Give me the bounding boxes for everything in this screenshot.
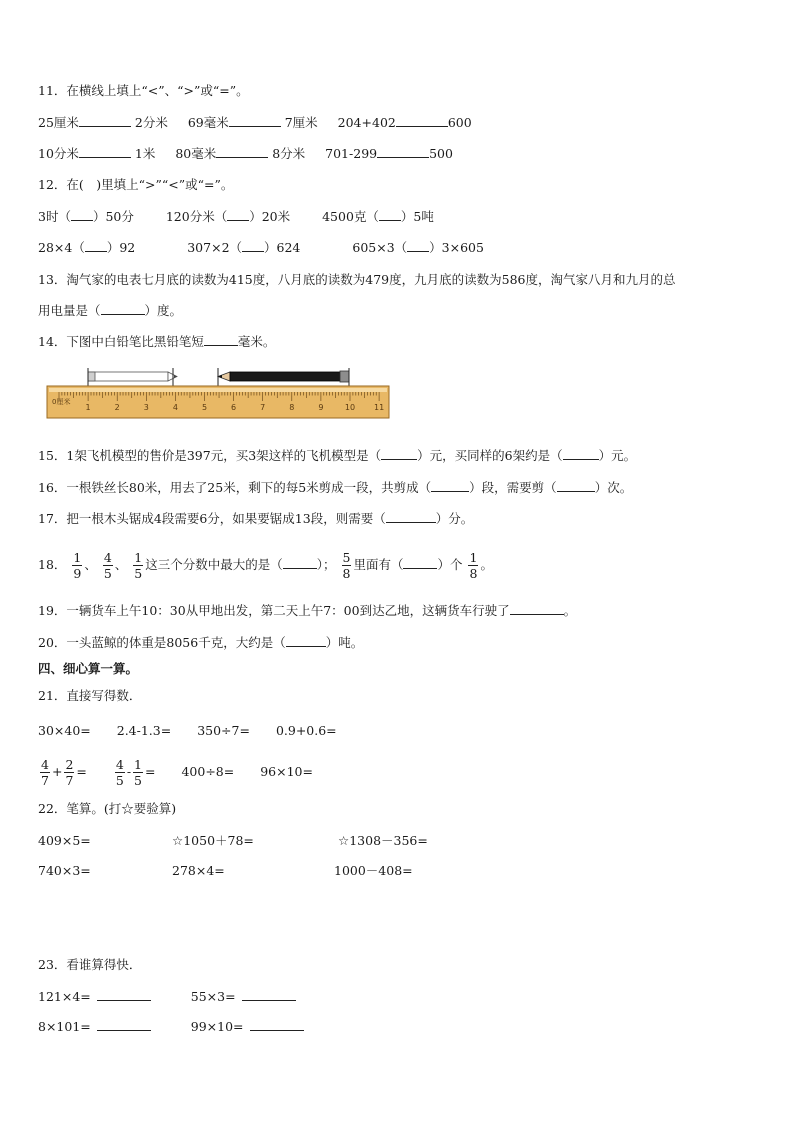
ruler-unit-label: 0厘米 bbox=[52, 398, 71, 406]
fraction: $\frac{2}{7}$ bbox=[65, 757, 74, 788]
answer-blank[interactable] bbox=[407, 239, 429, 252]
black-pencil bbox=[218, 371, 349, 382]
q21-row2: $\frac{4}{7}$ + $\frac{2}{7}$ = $\frac{4}{5}$ - $\frac{1}{5}$ = 400÷8= 96×10= bbox=[41, 757, 313, 788]
section-heading: 四、细心算一算。 bbox=[38, 661, 139, 676]
q13-line1: 13．淘气家的电表七月底的读数为415度，八月底的读数为479度，九月底的读数为586度，淘气家八月和九月的总 bbox=[38, 272, 676, 287]
answer-blank[interactable] bbox=[250, 1018, 304, 1031]
q11-row1: 25厘米 2分米 69毫米 7厘米 204+402 600 bbox=[38, 115, 472, 130]
fraction: $\frac{5}{8}$ bbox=[342, 550, 351, 581]
answer-blank[interactable] bbox=[227, 208, 249, 221]
fraction: $\frac{1}{9}$ bbox=[73, 550, 82, 581]
fraction: $\frac{4}{5}$ bbox=[103, 550, 112, 581]
ruler-number: 10 bbox=[344, 403, 356, 412]
answer-blank[interactable] bbox=[71, 208, 93, 221]
ruler-number: 1 bbox=[85, 403, 91, 412]
q22-row1: 409×5= ☆1050＋78= ☆1308－356= bbox=[38, 833, 428, 848]
ruler-number: 5 bbox=[201, 403, 208, 412]
q21-title: 21．直接写得数． bbox=[38, 688, 142, 703]
fraction: $\frac{4}{7}$ bbox=[41, 757, 49, 788]
q11-row2: 10分米 1米 80毫米 8分米 701-299 500 bbox=[38, 146, 453, 161]
q12-title: 12．在( )里填上“>”“<”或“=”。 bbox=[38, 177, 234, 192]
answer-blank[interactable] bbox=[286, 634, 326, 647]
q23-row1: 121×4= 55×3= bbox=[38, 988, 296, 1006]
answer-blank[interactable] bbox=[377, 145, 429, 158]
q22-row2: 740×3= 278×4= 1000－408= bbox=[38, 863, 413, 878]
answer-blank[interactable] bbox=[403, 556, 437, 569]
q20-question: 20．一头蓝鲸的体重是8056千克，大约是（ ）吨。 bbox=[38, 635, 364, 650]
answer-blank[interactable] bbox=[97, 1018, 151, 1031]
q18-question: 18． $\frac{1}{9}$ 、 $\frac{4}{5}$ 、 $\frac{1}{5}$ 这三个分数中最大的是（ ）； $\frac{5}{8}$ 里面有（ ）个 $\frac{1}{8}$ 。 bbox=[38, 550, 493, 581]
q13-line2: 用电量是（ ）度。 bbox=[38, 303, 183, 318]
q19-question: 19．一辆货车上午10：30从甲地出发，第二天上午7：00到达乙地，这辆货车行驶了 。 bbox=[38, 603, 577, 618]
ruler-number: 2 bbox=[114, 403, 120, 412]
ruler-number: 3 bbox=[143, 403, 149, 412]
q17-question: 17．把一根木头锯成4段需要6分，如果要锯成13段，则需要（ ）分。 bbox=[38, 511, 474, 526]
q11-title: 11．在横线上填上“<”、“>”或“=”。 bbox=[38, 83, 249, 98]
fraction: $\frac{1}{5}$ bbox=[134, 550, 143, 581]
ruler-number: 6 bbox=[231, 403, 237, 412]
q22-title: 22．笔算。(打☆要验算) bbox=[38, 801, 177, 816]
answer-blank[interactable] bbox=[97, 988, 151, 1001]
answer-blank[interactable] bbox=[204, 333, 238, 346]
ruler-number: 9 bbox=[318, 403, 324, 412]
answer-blank[interactable] bbox=[79, 114, 131, 127]
answer-blank[interactable] bbox=[386, 510, 436, 523]
ruler-figure bbox=[46, 366, 396, 424]
fraction: $\frac{1}{8}$ bbox=[469, 550, 478, 581]
q12-row1: 3时（ ）50分 120分米（ ）20米 4500克（ ）5吨 bbox=[38, 209, 434, 224]
answer-blank[interactable] bbox=[283, 556, 317, 569]
fraction: $\frac{1}{5}$ bbox=[134, 757, 142, 788]
answer-blank[interactable] bbox=[396, 114, 448, 127]
answer-blank[interactable] bbox=[431, 479, 469, 492]
ruler-illustration bbox=[46, 366, 396, 424]
answer-blank[interactable] bbox=[242, 988, 296, 1001]
q12-row2: 28×4（ ）92 307×2（ ）624 605×3（ ）3×605 bbox=[38, 240, 484, 255]
answer-blank[interactable] bbox=[85, 239, 107, 252]
answer-blank[interactable] bbox=[229, 114, 281, 127]
q15-question: 15．1架飞机模型的售价是397元，买3架这样的飞机模型是（ ）元，买同样的6架约是（ ）元。 bbox=[38, 448, 637, 463]
answer-blank[interactable] bbox=[557, 479, 595, 492]
answer-blank[interactable] bbox=[379, 208, 401, 221]
ruler-number: 11 bbox=[374, 403, 385, 412]
ruler-number: 7 bbox=[260, 403, 266, 412]
answer-blank[interactable] bbox=[563, 447, 599, 460]
q16-question: 16．一根铁丝长80米，用去了25米，剩下的每5米剪成一段，共剪成（ ）段，需要剪（ ）次。 bbox=[38, 480, 633, 495]
answer-blank[interactable] bbox=[242, 239, 264, 252]
q23-title: 23．看谁算得快． bbox=[38, 957, 142, 972]
fraction: $\frac{4}{5}$ bbox=[115, 757, 124, 788]
answer-blank[interactable] bbox=[510, 602, 564, 615]
answer-blank[interactable] bbox=[101, 302, 145, 315]
q23-row2: 8×101= 99×10= bbox=[38, 1018, 304, 1036]
answer-blank[interactable] bbox=[216, 145, 268, 158]
q14-question: 14．下图中白铅笔比黑铅笔短 毫米。 bbox=[38, 334, 276, 349]
q21-row1: 30×40= 2.4-1.3= 350÷7= 0.9+0.6= bbox=[38, 723, 337, 738]
answer-blank[interactable] bbox=[381, 447, 417, 460]
ruler-number: 8 bbox=[289, 403, 295, 412]
answer-blank[interactable] bbox=[79, 145, 131, 158]
ruler-number: 4 bbox=[172, 403, 178, 412]
white-pencil bbox=[88, 372, 177, 381]
